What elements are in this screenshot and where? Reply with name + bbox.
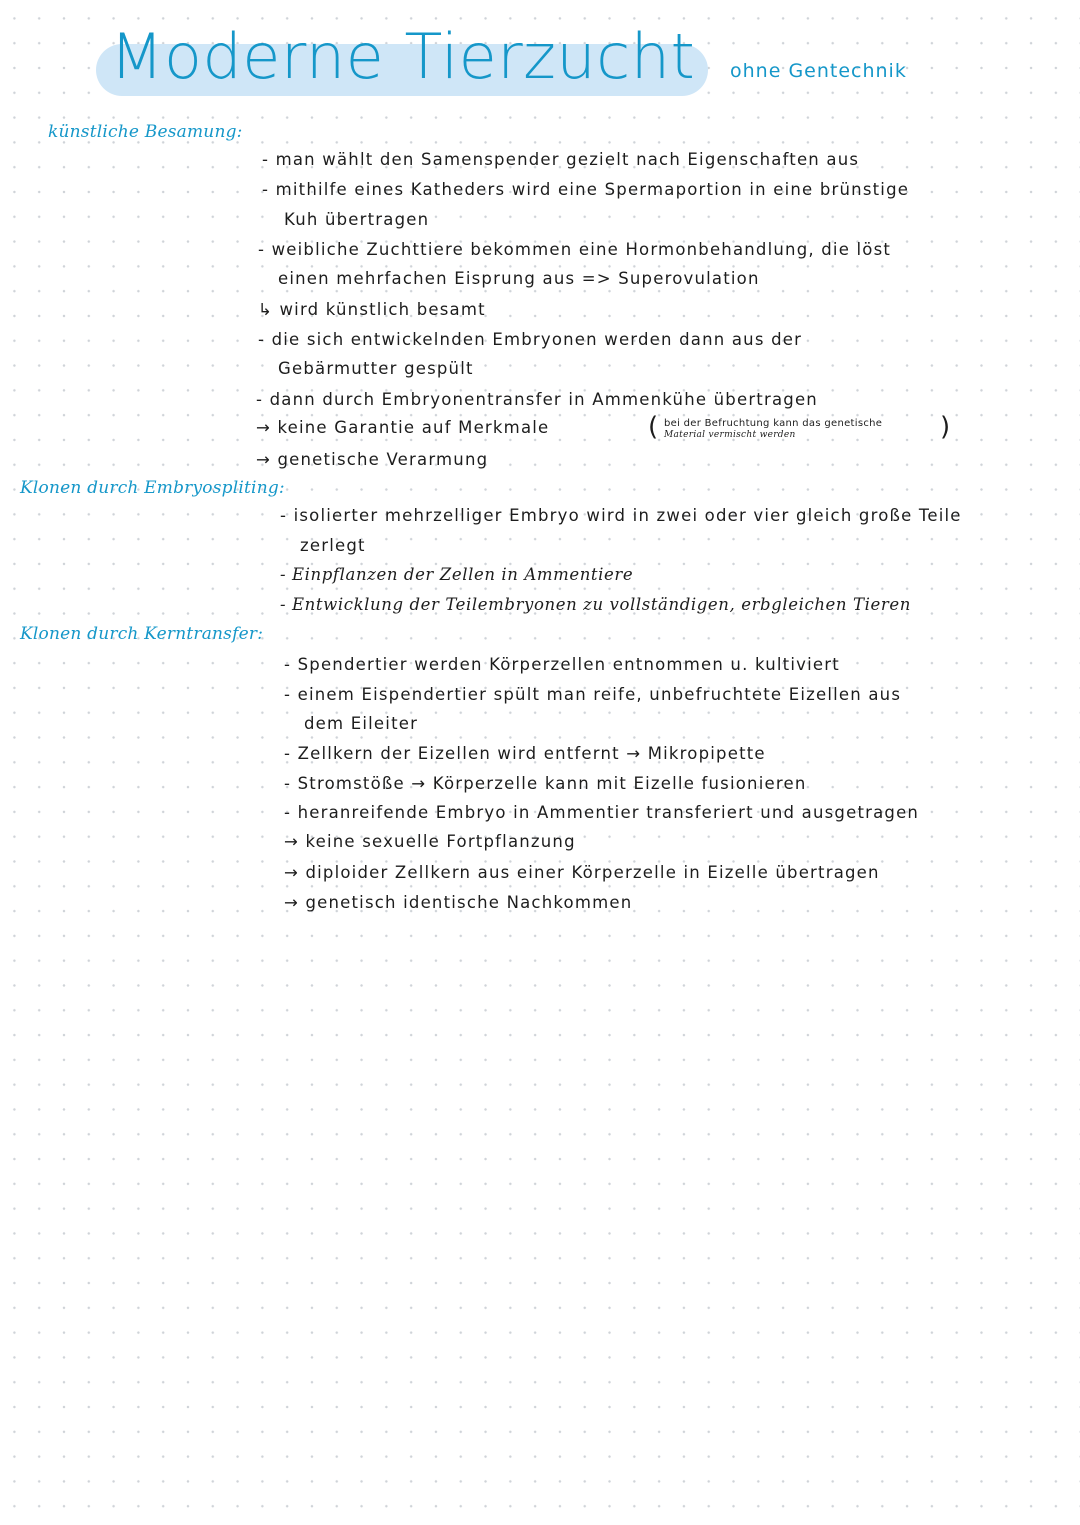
note-line: Gebärmutter gespült xyxy=(278,359,474,378)
note-line: - Entwicklung der Teilembryonen zu vollständigen, erbgleichen Tieren xyxy=(280,595,911,614)
note-line: → genetisch identische Nachkommen xyxy=(284,893,633,912)
page-subtitle: ohne Gentechnik xyxy=(730,60,907,82)
note-line: - Einpflanzen der Zellen in Ammentiere xyxy=(280,565,634,584)
note-line: → keine sexuelle Fortpflanzung xyxy=(284,832,576,851)
note-line: - einem Eispendertier spült man reife, unbefruchtete Eizellen aus xyxy=(284,685,902,704)
note-line: - Spendertier werden Körperzellen entnommen u. kultiviert xyxy=(284,655,840,674)
note-line: einen mehrfachen Eisprung aus => Superovulation xyxy=(278,269,760,288)
note-line: - man wählt den Samenspender gezielt nach Eigenschaften aus xyxy=(262,150,860,169)
note-line: - dann durch Embryonentransfer in Ammenkühe übertragen xyxy=(256,390,818,409)
section-heading-besamung: künstliche Besamung: xyxy=(48,122,243,142)
note-small-line-1: bei der Befruchtung kann das genetische xyxy=(664,418,883,429)
note-line: - Zellkern der Eizellen wird entfernt → Mikropipette xyxy=(284,744,766,763)
note-line: → keine Garantie auf Merkmale xyxy=(256,418,550,437)
note-line: Kuh übertragen xyxy=(284,210,430,229)
note-small-line-2: Material vermischt werden xyxy=(664,430,796,440)
page-title-block xyxy=(96,20,696,93)
note-line: → diploider Zellkern aus einer Körperzelle in Eizelle übertragen xyxy=(284,863,880,882)
note-line: - Stromstöße → Körperzelle kann mit Eizelle fusionieren xyxy=(284,774,807,793)
note-line: ↳ wird künstlich besamt xyxy=(258,300,486,319)
note-line: - mithilfe eines Katheders wird eine Spermaportion in eine brünstige xyxy=(262,180,910,199)
note-line: dem Eileiter xyxy=(304,714,419,733)
note-line: - weibliche Zuchttiere bekommen eine Hormonbehandlung, die löst xyxy=(258,240,892,259)
note-open-paren: ( xyxy=(648,412,659,442)
note-line: - die sich entwickelnden Embryonen werden dann aus der xyxy=(258,330,803,349)
note-line: → genetische Verarmung xyxy=(256,450,489,469)
note-line: - heranreifende Embryo in Ammentier transferiert und ausgetragen xyxy=(284,803,920,822)
section-heading-kerntransfer: Klonen durch Kerntransfer: xyxy=(20,624,264,644)
page-title: Moderne Tierzucht xyxy=(110,20,696,93)
note-close-paren: ) xyxy=(940,412,951,442)
section-heading-embryospliting: Klonen durch Embryospliting: xyxy=(20,478,285,498)
note-line: zerlegt xyxy=(300,536,366,555)
note-line: - isolierter mehrzelliger Embryo wird in zwei oder vier gleich große Teile xyxy=(280,506,962,525)
